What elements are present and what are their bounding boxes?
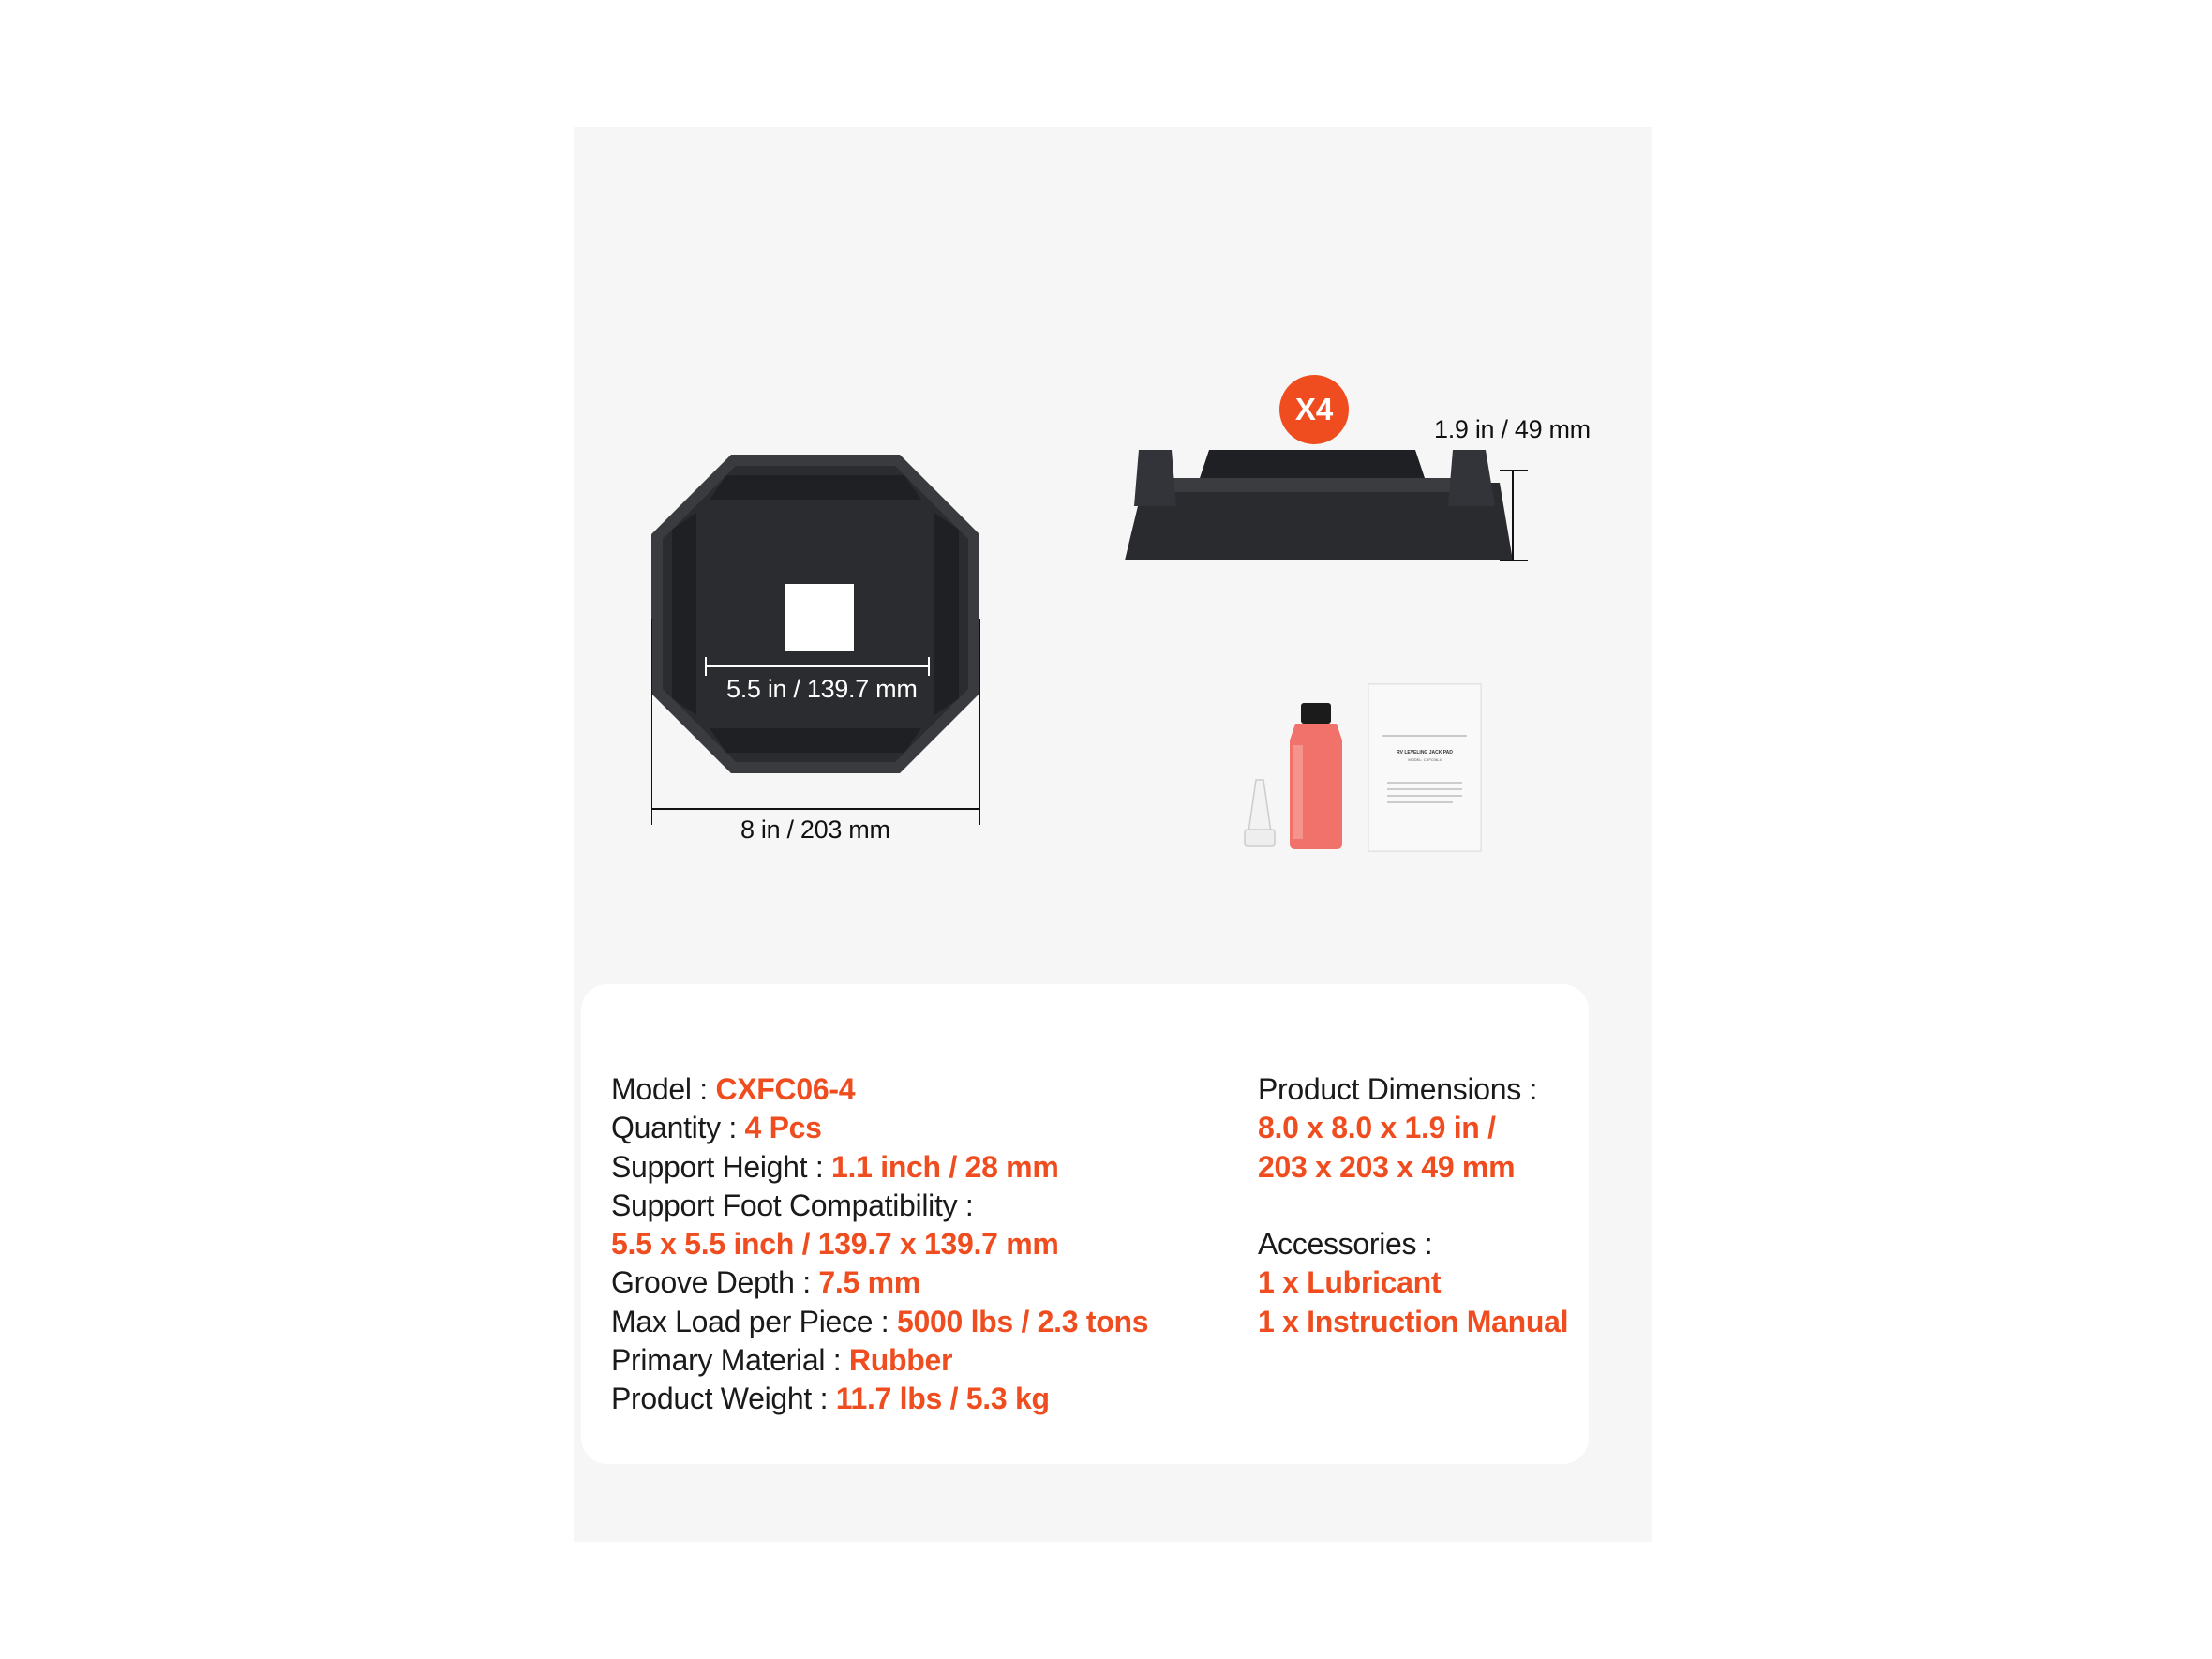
jack-pad-top-view — [651, 455, 989, 830]
spec-value: 1.1 inch / 28 mm — [831, 1149, 1059, 1184]
spec-label: Quantity : — [611, 1111, 745, 1145]
pad-side-tab-right — [1448, 450, 1495, 506]
spec-value: 5000 lbs / 2.3 tons — [896, 1304, 1149, 1338]
spec-list-right — [1258, 1070, 1568, 1341]
spec-model — [611, 1070, 1148, 1109]
spec-label: Max Load per Piece : — [611, 1304, 897, 1338]
spec-value: 4 Pcs — [744, 1111, 822, 1145]
pad-rim-left — [672, 513, 696, 715]
spec-foot-compatibility — [611, 1187, 1148, 1225]
spec-groove-depth — [611, 1263, 1148, 1302]
spec-value: 11.7 lbs / 5.3 kg — [835, 1382, 1050, 1416]
spec-value: CXFC06-4 — [715, 1072, 856, 1106]
pad-side-tab-center — [1200, 450, 1425, 478]
spacer — [1258, 1187, 1568, 1225]
jack-pad-side-view — [1115, 441, 1528, 581]
pad-side-tab-left — [1134, 450, 1176, 506]
pad-width-label: 8 in / 203 mm — [740, 815, 890, 844]
pad-rim-right — [934, 513, 959, 715]
lubricant-bottle-icon — [1290, 703, 1342, 849]
spec-support-height — [611, 1148, 1148, 1187]
pad-height-label: 1.9 in / 49 mm — [1434, 415, 1591, 443]
nozzle-tip-icon — [1245, 780, 1275, 846]
spec-max-load — [611, 1303, 1148, 1341]
quantity-badge: X4 — [1279, 375, 1349, 444]
spec-material — [611, 1341, 1148, 1380]
accessories-illustration — [1228, 675, 1490, 853]
product-dimensions-value-1: 8.0 x 8.0 x 1.9 in / — [1258, 1111, 1496, 1145]
spec-label: Primary Material : — [611, 1343, 849, 1378]
accessories-label: Accessories : — [1258, 1227, 1433, 1262]
spec-label: Groove Depth : — [611, 1265, 819, 1300]
spec-foot-compatibility-value — [611, 1225, 1148, 1263]
spec-label: Support Height : — [611, 1149, 832, 1184]
spec-value: 5.5 x 5.5 inch / 139.7 x 139.7 mm — [611, 1227, 1059, 1262]
pad-rim-bottom — [710, 728, 921, 753]
manual-title: RV LEVELING JACK PAD — [1397, 750, 1453, 755]
groove-width-label: 5.5 in / 139.7 mm — [726, 675, 918, 703]
accessory-manual: 1 x Instruction Manual — [1258, 1304, 1569, 1338]
spec-value: 7.5 mm — [818, 1265, 920, 1300]
product-dimensions-label: Product Dimensions : — [1258, 1072, 1538, 1106]
pad-side-top — [1158, 478, 1490, 492]
pad-square-hole — [785, 584, 854, 651]
spec-value: Rubber — [848, 1343, 953, 1378]
spec-list-left — [611, 1070, 1148, 1419]
manual-model: MODEL: CXFC06-4 — [1408, 757, 1442, 762]
spec-label: Model : — [611, 1072, 716, 1106]
spec-label: Support Foot Compatibility : — [611, 1188, 974, 1222]
product-dimensions-value-2: 203 x 203 x 49 mm — [1258, 1149, 1516, 1184]
accessory-lubricant: 1 x Lubricant — [1258, 1265, 1442, 1300]
spec-quantity — [611, 1109, 1148, 1147]
pad-rim-top — [710, 475, 921, 500]
instruction-manual-icon — [1368, 684, 1481, 851]
spec-label: Product Weight : — [611, 1382, 836, 1416]
spec-weight — [611, 1380, 1148, 1418]
